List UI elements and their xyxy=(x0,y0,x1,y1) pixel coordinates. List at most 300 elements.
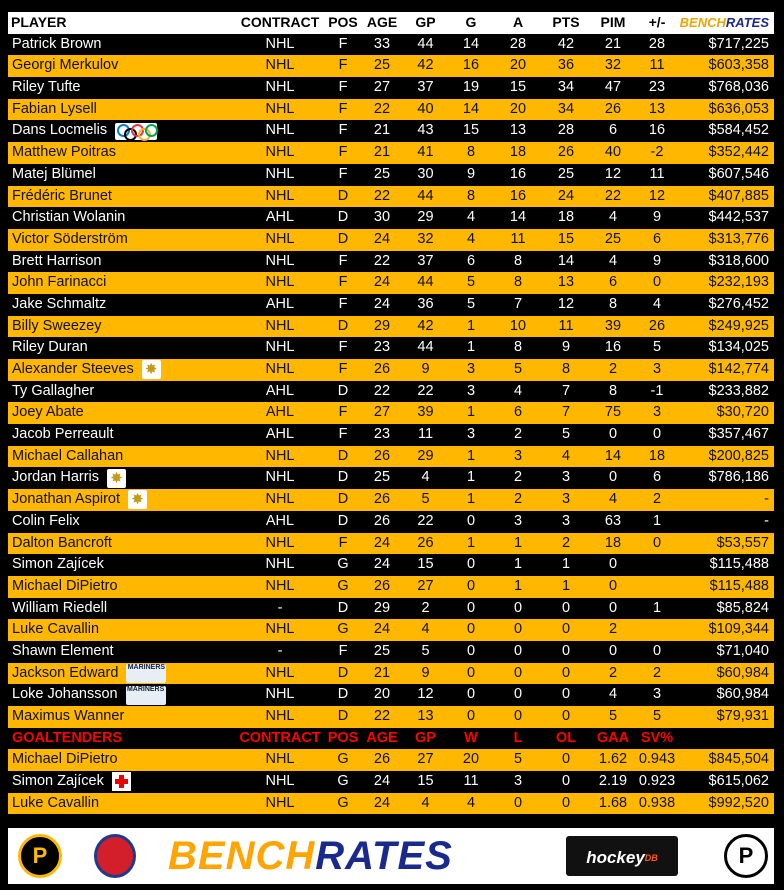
pos-cell: F xyxy=(338,252,348,269)
wins-cell: 11 xyxy=(463,773,479,790)
assists-cell: 16 xyxy=(509,187,527,204)
gp-cell: 2 xyxy=(421,599,430,616)
player-name: Matej Blümel xyxy=(12,165,96,182)
pim-cell: 22 xyxy=(604,187,622,204)
pos-cell: G xyxy=(337,577,349,594)
benchrates-logo-part1: BENCH xyxy=(168,834,316,878)
age-cell: 20 xyxy=(373,686,391,703)
age-cell: 22 xyxy=(373,708,391,724)
goalie-header-w: W xyxy=(464,729,478,746)
pim-cell: 0 xyxy=(608,642,618,659)
age-cell: 21 xyxy=(373,144,391,161)
player-name: Patrick Brown xyxy=(12,35,102,52)
goals-cell: 1 xyxy=(466,404,476,421)
salary-cell: - xyxy=(764,491,769,508)
salary-cell: $53,557 xyxy=(716,534,769,551)
age-cell: 25 xyxy=(373,642,391,659)
skater-row xyxy=(8,381,774,403)
player-cell xyxy=(8,142,235,164)
salary-cell: $636,053 xyxy=(708,100,769,117)
salary-cell: $717,225 xyxy=(708,35,769,52)
gp-cell: 15 xyxy=(417,773,434,790)
skater-row xyxy=(8,55,774,77)
points-cell: 3 xyxy=(561,469,571,486)
player-cell xyxy=(8,34,235,56)
goals-cell: 0 xyxy=(466,664,476,681)
assists-cell: 0 xyxy=(513,686,523,703)
losses-cell: 0 xyxy=(513,794,523,811)
age-cell: 21 xyxy=(373,122,391,139)
gp-cell: 15 xyxy=(417,556,434,573)
goals-cell: 1 xyxy=(466,491,476,508)
bruins-logo: P xyxy=(18,834,62,878)
benchrates-logo xyxy=(168,832,453,880)
gp-cell: 5 xyxy=(421,642,430,659)
age-cell: 26 xyxy=(373,361,391,377)
goalie-name: Michael DiPietro xyxy=(12,751,118,768)
points-cell: 25 xyxy=(557,165,575,182)
goalie-row xyxy=(8,793,774,815)
assists-cell: 0 xyxy=(513,621,523,638)
player-cell xyxy=(8,381,235,403)
age-cell: 29 xyxy=(373,599,391,616)
age-cell: 33 xyxy=(373,35,391,52)
pos-cell: D xyxy=(337,187,349,204)
pim-cell: 0 xyxy=(608,577,618,594)
assists-cell: 5 xyxy=(513,361,523,377)
header-a: A xyxy=(512,14,524,30)
player-name: John Farinacci xyxy=(12,274,107,291)
losses-cell: 5 xyxy=(513,751,523,768)
points-cell: 2 xyxy=(561,534,571,551)
points-cell: 26 xyxy=(557,144,575,161)
header-age: AGE xyxy=(366,14,398,30)
points-cell: 0 xyxy=(561,664,571,681)
gp-cell: 12 xyxy=(417,686,434,703)
assists-cell: 0 xyxy=(513,599,523,616)
pos-cell: D xyxy=(337,708,349,724)
gp-cell: 37 xyxy=(417,79,434,96)
salary-cell: $134,025 xyxy=(708,339,769,356)
points-cell: 12 xyxy=(557,295,575,312)
pos-cell: F xyxy=(338,534,348,551)
header-plus-minus: +/- xyxy=(648,14,666,30)
pim-cell: 2 xyxy=(608,361,618,377)
player-name: Matthew Poitras xyxy=(12,144,116,161)
plus-minus-cell: 2 xyxy=(652,664,662,681)
goalie-header-gaa: GAA xyxy=(596,729,630,746)
salary-cell: $584,452 xyxy=(708,122,769,139)
pos-cell: G xyxy=(337,751,349,768)
points-cell: 1 xyxy=(561,556,571,573)
plus-minus-cell: -1 xyxy=(650,382,664,399)
plus-minus-cell: 6 xyxy=(652,469,662,486)
age-cell: 27 xyxy=(373,404,391,421)
contract-cell: NHL xyxy=(265,773,295,790)
hockeydb-suffix: DB xyxy=(644,853,658,863)
save-pct-cell: 0.943 xyxy=(638,751,676,768)
gp-cell: 30 xyxy=(417,165,434,182)
plus-minus-cell: 1 xyxy=(652,512,662,529)
pos-cell: F xyxy=(338,35,348,52)
skater-row xyxy=(8,251,774,273)
skater-row xyxy=(8,272,774,294)
age-cell: 24 xyxy=(373,794,391,811)
pim-cell: 32 xyxy=(604,57,622,74)
player-name: Riley Duran xyxy=(12,339,88,356)
gp-cell: 42 xyxy=(417,57,434,74)
salary-cell: $142,774 xyxy=(708,361,769,377)
goalie-name: Luke Cavallin xyxy=(12,794,100,811)
salary-cell: $276,452 xyxy=(708,295,769,312)
plus-minus-cell: 4 xyxy=(652,295,662,312)
age-cell: 26 xyxy=(373,751,391,768)
goalie-header-sv: SV% xyxy=(640,729,674,746)
pim-cell: 75 xyxy=(604,404,622,421)
age-cell: 29 xyxy=(373,317,391,334)
ot-losses-cell: 0 xyxy=(561,773,571,790)
pim-cell: 6 xyxy=(608,274,618,291)
skater-row xyxy=(8,164,774,186)
gp-cell: 39 xyxy=(417,404,434,421)
plus-minus-cell: 6 xyxy=(652,230,662,247)
contract-cell: NHL xyxy=(265,534,295,551)
assists-cell: 2 xyxy=(513,426,523,443)
header-salary-brand xyxy=(678,12,774,34)
ot-losses-cell: 0 xyxy=(561,794,571,811)
assists-cell: 3 xyxy=(513,512,523,529)
skater-row xyxy=(8,424,774,446)
gp-cell: 40 xyxy=(417,100,434,117)
assists-cell: 1 xyxy=(513,577,523,594)
points-cell: 11 xyxy=(558,317,574,334)
age-cell: 26 xyxy=(373,577,391,594)
pim-cell: 25 xyxy=(604,230,622,247)
goals-cell: 14 xyxy=(462,35,480,52)
assists-cell: 3 xyxy=(513,447,523,464)
player-name: Ty Gallagher xyxy=(12,382,95,399)
skater-row xyxy=(8,316,774,338)
goals-cell: 6 xyxy=(466,252,476,269)
salary-cell: $992,520 xyxy=(708,794,769,811)
salary-cell: $200,825 xyxy=(708,447,769,464)
ahl-logo xyxy=(94,834,136,878)
pos-cell: D xyxy=(337,382,349,399)
pos-cell: G xyxy=(337,773,349,790)
gp-cell: 9 xyxy=(421,664,430,681)
goals-cell: 3 xyxy=(466,382,476,399)
contract-cell: NHL xyxy=(265,274,295,291)
player-cell xyxy=(8,55,235,77)
skater-row xyxy=(8,663,774,685)
pim-cell: 26 xyxy=(604,100,622,117)
assists-cell: 0 xyxy=(513,664,523,681)
skater-row xyxy=(8,120,774,142)
age-cell: 24 xyxy=(373,556,391,573)
pim-cell: 0 xyxy=(608,469,618,486)
assists-cell: 4 xyxy=(513,382,523,399)
goalie-row xyxy=(8,749,774,771)
header-pts: PTS xyxy=(552,14,580,30)
plus-minus-cell: 0 xyxy=(652,534,662,551)
pos-cell: F xyxy=(338,79,348,96)
salary-cell: $768,036 xyxy=(708,79,769,96)
salary-cell: $60,984 xyxy=(716,686,769,703)
gp-cell: 22 xyxy=(417,512,434,529)
assists-cell: 20 xyxy=(509,100,527,117)
contract-cell: NHL xyxy=(265,165,295,182)
goals-cell: 4 xyxy=(466,209,476,226)
pim-cell: 0 xyxy=(608,426,618,443)
goals-cell: 15 xyxy=(462,122,480,139)
skater-row xyxy=(8,402,774,424)
age-cell: 27 xyxy=(373,79,391,96)
gp-cell: 4 xyxy=(421,794,430,811)
goaltenders-title: GOALTENDERS xyxy=(12,729,123,746)
player-cell xyxy=(8,684,235,706)
points-cell: 14 xyxy=(557,252,575,269)
pos-cell: D xyxy=(337,686,349,703)
points-cell: 36 xyxy=(557,57,575,74)
pim-cell: 14 xyxy=(604,447,622,464)
player-cell xyxy=(8,511,235,533)
age-cell: 24 xyxy=(373,621,391,638)
pos-cell: F xyxy=(338,100,348,117)
pos-cell: D xyxy=(337,664,349,681)
player-cell xyxy=(8,272,235,294)
player-name: Loke Johansson xyxy=(12,686,118,703)
points-cell: 42 xyxy=(557,35,575,52)
pim-cell: 4 xyxy=(608,491,618,508)
points-cell: 3 xyxy=(561,491,571,508)
player-cell xyxy=(8,641,235,663)
contract-cell: NHL xyxy=(265,35,295,52)
ahl-all-star-icon: ✸ xyxy=(107,469,126,488)
assists-cell: 8 xyxy=(513,274,523,291)
goals-cell: 1 xyxy=(466,534,476,551)
goals-cell: 1 xyxy=(466,317,476,334)
header-pim: PIM xyxy=(600,14,626,30)
age-cell: 26 xyxy=(373,512,391,529)
gp-cell: 44 xyxy=(417,339,434,356)
player-name: William Riedell xyxy=(12,599,108,616)
pos-cell: D xyxy=(337,599,349,616)
player-name: Victor Söderström xyxy=(12,230,128,247)
gp-cell: 36 xyxy=(417,295,434,312)
player-name: Brett Harrison xyxy=(12,252,102,269)
contract-cell: NHL xyxy=(265,252,295,269)
ahl-all-star-icon: ✸ xyxy=(142,360,161,379)
goals-cell: 5 xyxy=(466,274,476,291)
points-cell: 5 xyxy=(561,426,571,443)
pos-cell: F xyxy=(338,361,348,377)
skater-row xyxy=(8,186,774,208)
header-g: G xyxy=(465,14,477,30)
player-cell xyxy=(8,619,235,641)
contract-cell: AHL xyxy=(265,404,295,421)
footer-logo-bar xyxy=(8,828,774,884)
injury-red-cross-icon xyxy=(112,772,131,791)
points-cell: 7 xyxy=(561,404,571,421)
player-cell xyxy=(8,554,235,576)
salary-cell: $249,925 xyxy=(708,317,769,334)
skater-row xyxy=(8,641,774,663)
goalie-header-gp: GP xyxy=(415,729,436,746)
pim-cell: 8 xyxy=(608,295,618,312)
assists-cell: 1 xyxy=(513,534,523,551)
assists-cell: 2 xyxy=(513,491,523,508)
gp-cell: 29 xyxy=(417,447,434,464)
age-cell: 25 xyxy=(373,57,391,74)
player-cell xyxy=(8,120,235,142)
player-cell xyxy=(8,467,235,489)
goalie-header-salary xyxy=(678,728,774,750)
salary-cell: $232,193 xyxy=(708,274,769,291)
age-cell: 22 xyxy=(373,252,391,269)
plus-minus-cell: 9 xyxy=(652,252,662,269)
mariners-logo-icon: MARINERS xyxy=(126,686,166,705)
skater-row xyxy=(8,619,774,641)
points-cell: 28 xyxy=(557,122,575,139)
pos-cell: F xyxy=(338,642,348,659)
player-cell xyxy=(8,424,235,446)
goals-cell: 8 xyxy=(466,187,476,204)
contract-cell: - xyxy=(277,642,283,659)
plus-minus-cell: 3 xyxy=(652,404,662,421)
contract-cell: NHL xyxy=(265,447,295,464)
player-name: Luke Cavallin xyxy=(12,621,100,638)
goalie-rows xyxy=(8,749,774,814)
points-cell: 7 xyxy=(561,382,571,399)
age-cell: 25 xyxy=(373,469,391,486)
gp-cell: 41 xyxy=(417,144,434,161)
header-player: PLAYER xyxy=(11,14,67,30)
save-pct-cell: 0.938 xyxy=(638,794,676,811)
player-cell xyxy=(8,446,235,468)
assists-cell: 10 xyxy=(509,317,527,334)
gaa-cell: 1.68 xyxy=(598,794,628,811)
pos-cell: F xyxy=(338,57,348,74)
age-cell: 24 xyxy=(373,274,391,291)
contract-cell: NHL xyxy=(265,317,295,334)
plus-minus-cell: 23 xyxy=(648,79,666,96)
goals-cell: 1 xyxy=(466,447,476,464)
pim-cell: 4 xyxy=(608,686,618,703)
player-name: Christian Wolanin xyxy=(12,209,126,226)
player-name: Michael DiPietro xyxy=(12,577,118,594)
player-name: Michael Callahan xyxy=(12,447,124,464)
pim-cell: 63 xyxy=(604,512,622,529)
contract-cell: NHL xyxy=(265,79,295,96)
pim-cell: 21 xyxy=(604,35,622,52)
contract-cell: NHL xyxy=(265,708,295,724)
assists-cell: 1 xyxy=(513,556,523,573)
salary-cell: $607,546 xyxy=(708,165,769,182)
contract-cell: NHL xyxy=(265,361,295,377)
salary-cell: $603,358 xyxy=(708,57,769,74)
assists-cell: 8 xyxy=(513,339,523,356)
player-cell xyxy=(8,251,235,273)
player-cell xyxy=(8,489,235,511)
gaa-cell: 2.19 xyxy=(598,773,628,790)
age-cell: 25 xyxy=(373,165,391,182)
wins-cell: 4 xyxy=(466,794,476,811)
player-name: Dalton Bancroft xyxy=(12,534,112,551)
salary-cell: $786,186 xyxy=(708,469,769,486)
salary-cell: $313,776 xyxy=(708,230,769,247)
skater-row xyxy=(8,489,774,511)
salary-cell: $109,344 xyxy=(708,621,769,638)
hockeydb-label: hockey xyxy=(586,848,645,867)
skater-row xyxy=(8,576,774,598)
header-pos: POS xyxy=(328,14,358,30)
goals-cell: 0 xyxy=(466,686,476,703)
player-name: Joey Abate xyxy=(12,404,84,421)
gp-cell: 26 xyxy=(417,534,434,551)
save-pct-cell: 0.923 xyxy=(638,773,676,790)
goalie-header-pos: POS xyxy=(327,729,359,746)
pos-cell: F xyxy=(338,426,348,443)
plus-minus-cell: 26 xyxy=(648,317,666,334)
contract-cell: AHL xyxy=(265,382,295,399)
plus-minus-cell: -2 xyxy=(650,144,664,161)
assists-cell: 16 xyxy=(509,165,527,182)
assists-cell: 2 xyxy=(513,469,523,486)
wins-cell: 20 xyxy=(462,751,480,768)
contract-cell: NHL xyxy=(265,577,295,594)
goalie-cell xyxy=(8,771,235,793)
contract-cell: NHL xyxy=(265,100,295,117)
points-cell: 0 xyxy=(561,599,571,616)
salary-cell: $233,882 xyxy=(708,382,769,399)
assists-cell: 28 xyxy=(509,35,527,52)
age-cell: 26 xyxy=(373,447,391,464)
contract-cell: NHL xyxy=(265,664,295,681)
gp-cell: 27 xyxy=(417,751,434,768)
plus-minus-cell: 3 xyxy=(652,686,662,703)
player-name: Jake Schmaltz xyxy=(12,295,107,312)
goalie-row xyxy=(8,771,774,793)
pim-cell: 40 xyxy=(604,144,622,161)
pos-cell: D xyxy=(337,447,349,464)
skater-row xyxy=(8,533,774,555)
salary-cell: $115,488 xyxy=(709,556,769,573)
plus-minus-cell: 0 xyxy=(652,426,662,443)
goals-cell: 1 xyxy=(466,469,476,486)
pos-cell: D xyxy=(337,469,349,486)
contract-cell: NHL xyxy=(265,339,295,356)
goals-cell: 8 xyxy=(466,144,476,161)
pim-cell: 6 xyxy=(608,122,618,139)
gp-cell: 44 xyxy=(417,274,434,291)
contract-cell: AHL xyxy=(265,426,295,443)
providence-bruins-logo: P xyxy=(724,834,768,878)
salary-cell: $407,885 xyxy=(708,187,769,204)
assists-cell: 14 xyxy=(509,209,527,226)
assists-cell: 0 xyxy=(513,708,523,724)
goals-cell: 14 xyxy=(462,100,480,117)
points-cell: 0 xyxy=(561,708,571,724)
goalie-header-ol: OL xyxy=(555,729,577,746)
benchrates-logo-part2: RATES xyxy=(315,834,453,878)
goaltenders-header xyxy=(8,728,774,750)
gp-cell: 27 xyxy=(417,577,434,594)
player-name: Maximus Wanner xyxy=(12,708,125,724)
player-name: Jackson Edward xyxy=(12,664,119,681)
contract-cell: NHL xyxy=(265,57,295,74)
contract-cell: NHL xyxy=(265,556,295,573)
salary-cell: - xyxy=(764,512,769,529)
